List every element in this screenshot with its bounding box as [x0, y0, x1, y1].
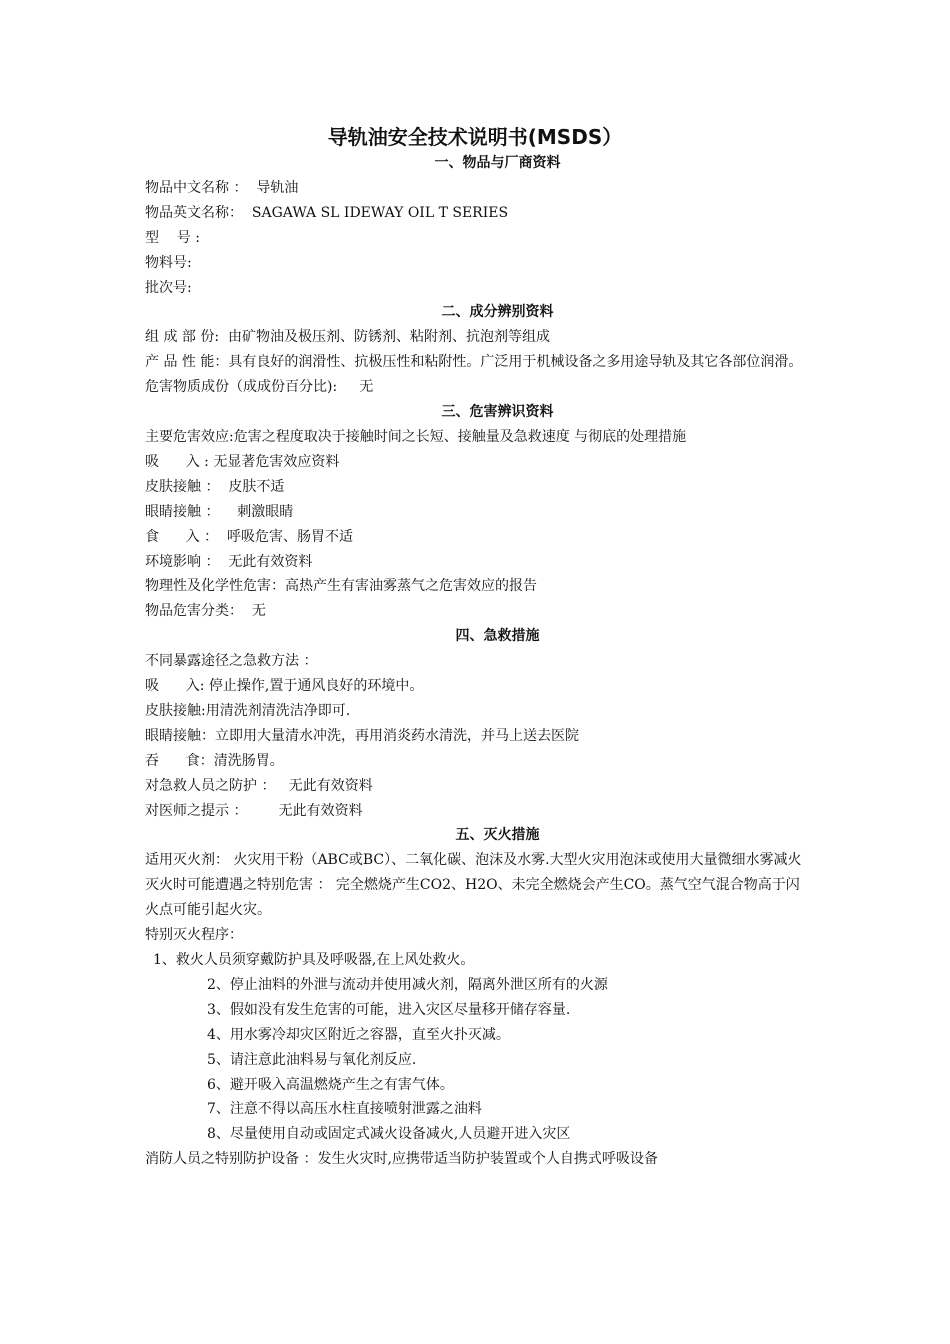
- first-aid-skin-line: 皮肤接触:用清洗剂清洗洁净即可.: [145, 702, 351, 719]
- eye-contact-hazard-line: 眼睛接触 ： 刺激眼睛: [145, 503, 294, 520]
- hazard-class-line: 物品危害分类： 无: [145, 603, 266, 620]
- special-fire-hazard-line: 灭火时可能遭遇之特别危害 ： 完全燃烧产生CO2、H2O、未完全燃烧会产生CO。蒸气空气混合物高于闪火点可能引起火灾。: [145, 877, 800, 919]
- extinguishing-media-line: 适用灭火剂： 火灾用干粉（ABC或BC）、二氧化碳、泡沫及水雾.大型火灾用泡沫或使用大量微细水雾减火: [145, 852, 802, 869]
- first-aider-protection-line: 对急救人员之防护 ： 无此有效资料: [145, 777, 373, 794]
- section-heading-composition: 二、成分辨别资料: [441, 304, 554, 321]
- procedure-step: 3、假如没有发生危害的可能，进入灾区尽量移开储存容量.: [207, 1001, 571, 1018]
- section-heading-hazard-id: 三、危害辨识资料: [441, 404, 554, 421]
- special-procedure-label: 特别灭火程序：: [145, 927, 243, 944]
- inhalation-hazard-line: 吸 入 : 无显著危害效应资料: [145, 453, 340, 470]
- ingestion-hazard-line: 食 入 ： 呼吸危害、肠胃不适: [145, 528, 354, 545]
- batch-number-line: 批次号:: [145, 279, 192, 296]
- performance-line: 产 品 性 能：具有良好的润滑性、抗极压性和粘附性。广泛用于机械设备之多用途导轨及其它各部位润滑。: [145, 354, 803, 371]
- first-aid-inhalation-line: 吸 入: 停止操作,置于通风良好的环境中。: [145, 678, 424, 695]
- first-aid-ingestion-line: 吞 食：清洗肠胃。: [145, 752, 284, 769]
- procedure-step: 7、注意不得以高压水柱直接喷射泄露之油料: [207, 1101, 482, 1118]
- english-name-line: 物品英文名称： SAGAWA SL IDEWAY OIL T SERIES: [145, 204, 509, 221]
- physical-chemical-hazard-line: 物理性及化学性危害：高热产生有害油雾蒸气之危害效应的报告: [145, 578, 537, 595]
- skin-contact-hazard-line: 皮肤接触 ： 皮肤不适: [145, 478, 285, 495]
- main-hazard-line: 主要危害效应:危害之程度取决于接触时间之长短、接触量及急救速度 与彻底的处理措施: [145, 428, 687, 445]
- first-aid-intro-line: 不同暴露途径之急救方法 ：: [145, 653, 318, 670]
- document-body: [145, 151, 810, 1172]
- section-heading-first-aid: 四、急救措施: [455, 628, 540, 645]
- procedure-step: 4、用水雾冷却灾区附近之容器，直至火扑灭减。: [207, 1026, 510, 1043]
- procedure-step: 5、请注意此油料易与氧化剂反应.: [207, 1051, 417, 1068]
- environmental-effect-line: 环境影响 ： 无此有效资料: [145, 553, 313, 570]
- model-line: 型 号 :: [145, 229, 200, 246]
- procedure-step: 8、尽量使用自动或固定式减火设备减火,人员避开进入灾区: [207, 1126, 571, 1143]
- hazardous-content-line: 危害物质成份（成成份百分比): 无: [145, 379, 374, 396]
- firefighter-equipment-line: 消防人员之特别防护设备 ：发生火灾时,应携带适当防护装置或个人自携式呼吸设备: [145, 1151, 658, 1168]
- procedure-step: 1、救火人员须穿戴防护具及呼吸器,在上风处救火。: [153, 952, 475, 968]
- physician-note-line: 对医师之提示 ： 无此有效资料: [145, 802, 363, 819]
- composition-line: 组 成 部 份: 由矿物油及极压剂、防锈剂、粘附剂、抗泡剂等组成: [145, 329, 550, 346]
- document-title: 导轨油安全技术说明书(MSDS）: [327, 125, 623, 149]
- material-number-line: 物料号:: [145, 254, 192, 271]
- procedure-step: 2、停止油料的外泄与流动并使用减火剂，隔离外泄区所有的火源: [207, 976, 608, 993]
- procedure-step: 6、避开吸入高温燃烧产生之有害气体。: [207, 1076, 454, 1093]
- first-aid-eye-line: 眼睛接触：立即用大量清水冲洗，再用消炎药水清洗，并马上送去医院: [145, 727, 579, 744]
- section-heading-product-info: 一、物品与厂商资料: [434, 155, 561, 171]
- section-heading-fire-fighting: 五、灭火措施: [455, 827, 540, 844]
- chinese-name-line: 物品中文名称 ： 导轨油: [145, 179, 299, 196]
